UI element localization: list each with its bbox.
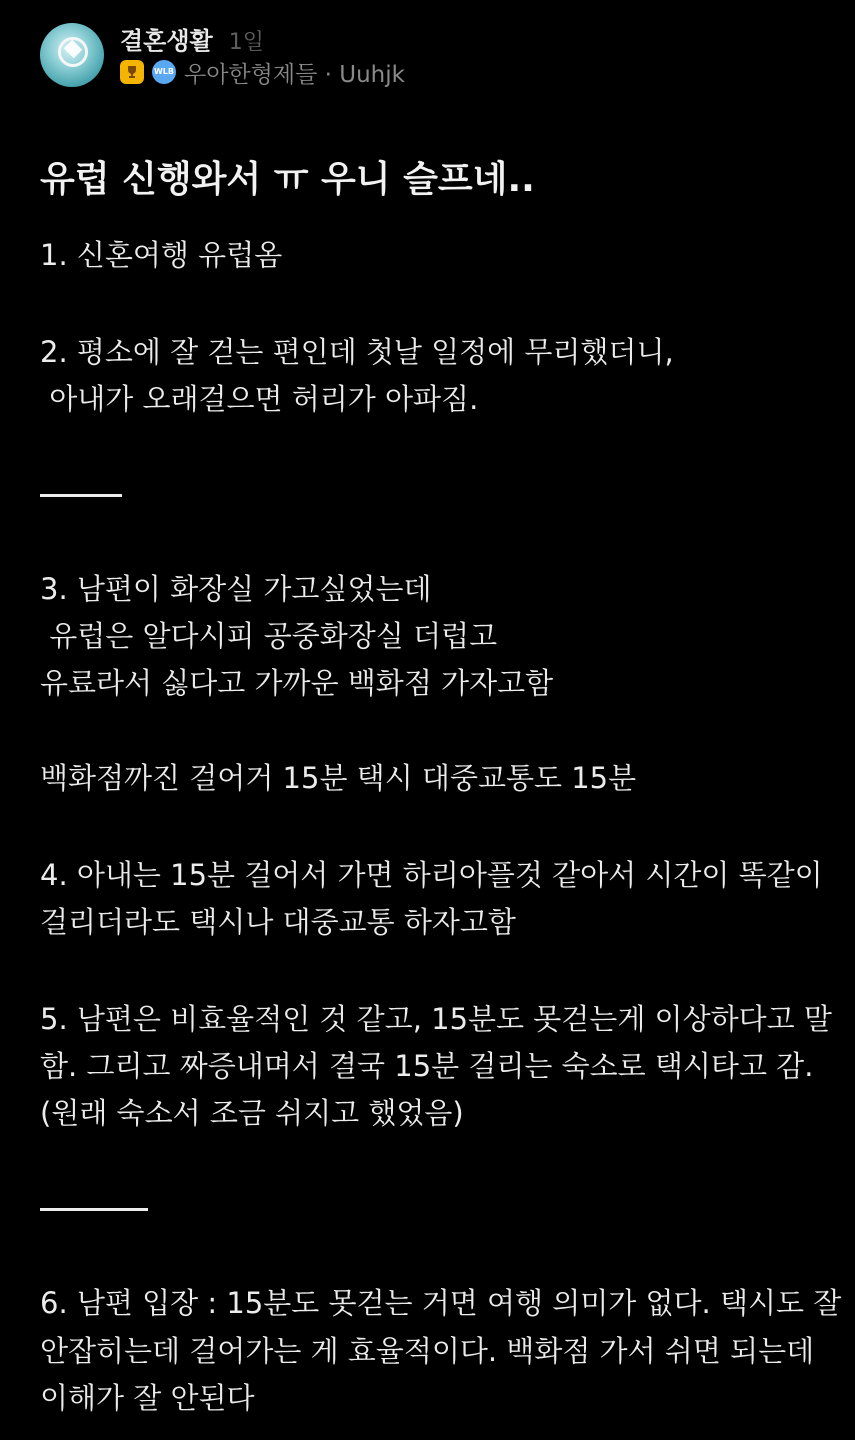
body-line: 4. 아내는 15분 걸어서 가면 하리아플것 같아서 시간이 똑같이 [40,858,823,892]
post-header [40,22,405,88]
body-line: 2. 평소에 잘 걷는 편인데 첫날 일정에 무리했더니, [40,335,674,369]
body-line: 6. 남편 입장 : 15분도 못걷는 거면 여행 의미가 없다. 택시도 잘 [40,1286,842,1320]
trophy-icon-glyph [124,64,140,80]
body-line: 안잡히는데 걸어가는 게 효율적이다. 백화점 가서 쉬면 되는데 [40,1334,815,1368]
body-line: 이해가 잘 안된다 [40,1381,255,1415]
wlb-badge-icon: WLB [152,60,176,84]
body-line: (원래 숙소서 조금 쉬지고 했었음) [40,1096,464,1130]
board-avatar[interactable] [40,23,104,87]
header-text [120,21,405,89]
body-line: 아내가 오래걸으면 허리가 아파짐. [40,382,479,416]
author-line[interactable]: 우아한형제들 · Uuhjk [184,61,405,88]
body-line: 유료라서 싫다고 가까운 백화점 가자고함 [40,666,554,700]
trophy-icon [120,60,144,84]
body-line: 3. 남편이 화장실 가고싶었는데 [40,572,432,606]
post-title: 유럽 신행와서 ㅠ 우니 슬프네.. [40,159,535,200]
body-line: 백화점까진 걸어거 15분 택시 대중교통도 15분 [40,761,637,795]
post-time: 1일 [228,30,264,55]
body-line: 걸리더라도 택시나 대중교통 하자고함 [40,905,516,939]
body-line: 유럽은 알다시피 공중화장실 더럽고 [40,619,498,653]
body-line: 1. 신혼여행 유럽옴 [40,238,283,272]
divider-line [40,1208,148,1211]
body-line: 5. 남편은 비효율적인 것 같고, 15분도 못걷는게 이상하다고 말 [40,1002,832,1036]
board-name[interactable]: 결혼생활 [120,27,213,55]
body-line: 함. 그리고 짜증내며서 결국 15분 걸리는 숙소로 택시타고 감. [40,1049,814,1083]
divider-line [40,494,122,497]
board-row [120,21,405,55]
author-row [120,55,405,89]
